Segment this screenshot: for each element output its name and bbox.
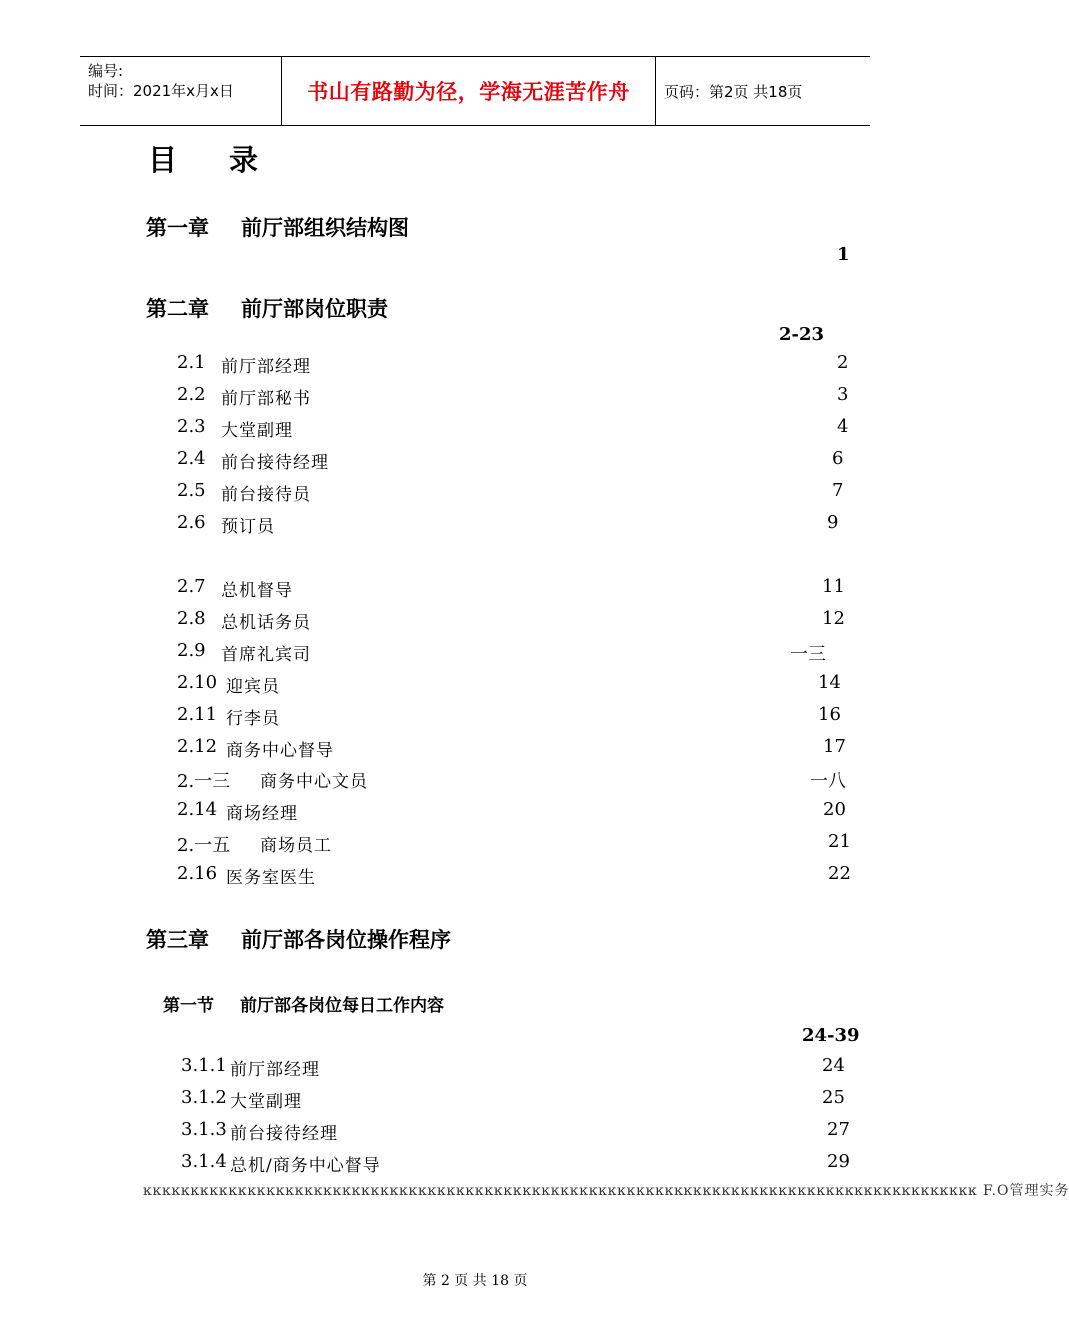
toc-entry-number: 2.14 [177, 799, 218, 820]
toc-entry-number: 2.9 [177, 640, 206, 661]
toc-entry-page: 7 [832, 480, 844, 501]
toc-entry-label: 前台接待员 [221, 485, 311, 505]
toc-entry-page: 17 [823, 736, 846, 757]
chapter-title: 前厅部岗位职责 [241, 297, 388, 321]
toc-entry [0, 512, 950, 538]
section-heading [163, 991, 444, 1016]
toc-entry-number: 3.1.3 [181, 1119, 227, 1140]
toc-entry-label: 商务中心督导 [226, 741, 334, 761]
toc-entry-page: 2 [837, 352, 849, 373]
toc-entry-label: 商场员工 [260, 836, 332, 856]
toc-entry-page: 6 [832, 448, 844, 469]
header-meta [88, 61, 282, 101]
chapter-number: 第三章 [146, 928, 209, 952]
toc-entry [0, 1087, 950, 1113]
toc-title: 目录 [148, 143, 311, 177]
document-number-label: 编号: [88, 62, 124, 80]
chapter-heading [146, 293, 388, 323]
toc-entry-number: 2.10 [177, 672, 218, 693]
toc-entry-page: 一三 [790, 644, 826, 665]
chapter-heading [146, 212, 409, 242]
toc-entry-label: 前厅部经理 [221, 357, 311, 377]
toc-entry [0, 799, 950, 825]
toc-entry-label: 前台接待经理 [221, 453, 329, 473]
toc-entry [0, 448, 950, 474]
toc-entry-page: 14 [818, 672, 841, 693]
chapter-heading [146, 924, 451, 954]
toc-entry [0, 672, 950, 698]
toc-entry-page: 24 [822, 1055, 845, 1076]
toc-entry-page: 4 [837, 416, 849, 437]
toc-entry-number: 2.5 [177, 480, 206, 501]
toc-entry-page: 一八 [810, 771, 846, 792]
dotted-leader-line: ĸĸĸĸĸĸĸĸĸĸĸĸĸĸĸĸĸĸĸĸĸĸĸĸĸĸĸĸĸĸĸĸĸĸĸĸĸĸĸĸĸĸĸĸĸĸĸĸĸĸĸĸĸĸĸĸĸĸĸĸĸĸĸĸĸĸĸĸĸĸĸĸĸĸĸĸĸĸĸĸĸĸĸĸĸĸĸĸ F.O管理实务 [143, 1183, 1069, 1199]
toc-entry-page: 16 [818, 704, 841, 725]
toc-entry-number: 2.8 [177, 608, 206, 629]
chapter-page: 1 [837, 244, 850, 265]
toc-entry-number: 3.1.4 [181, 1151, 227, 1172]
toc-entry-label: 行李员 [226, 709, 280, 729]
toc-entry-label: 大堂副理 [221, 421, 293, 441]
toc-entry [0, 831, 950, 857]
toc-entry [0, 1151, 950, 1177]
toc-entry-page: 11 [822, 576, 845, 597]
toc-entry-number: 2.1 [177, 352, 206, 373]
header-page-info: 页码：第2页 共18页 [664, 82, 803, 101]
toc-entry-page: 12 [822, 608, 845, 629]
toc-entry-page: 21 [828, 831, 851, 852]
toc-entry-label: 大堂副理 [230, 1092, 302, 1112]
toc-entry [0, 736, 950, 762]
toc-entry-page: 25 [822, 1087, 845, 1108]
toc-entry-label: 总机督导 [221, 581, 293, 601]
toc-entry-number: 2.6 [177, 512, 206, 533]
toc-entry-label: 总机/商务中心督导 [230, 1156, 381, 1176]
toc-entry-label: 前台接待经理 [230, 1124, 338, 1144]
section-number: 第一节 [163, 996, 214, 1016]
toc-entry [0, 1055, 950, 1081]
toc-entry-number: 2.11 [177, 704, 218, 725]
toc-entry [0, 1119, 950, 1145]
toc-entry [0, 863, 950, 889]
toc-entry-number: 3.1.2 [181, 1087, 227, 1108]
page-header [80, 56, 870, 126]
toc-entry-label: 总机话务员 [221, 613, 311, 633]
toc-entry-label: 商场经理 [226, 804, 298, 824]
chapter-title: 前厅部各岗位操作程序 [241, 928, 451, 952]
section-title: 前厅部各岗位每日工作内容 [240, 996, 444, 1016]
toc-entry-number: 2.2 [177, 384, 206, 405]
toc-entry-number: 2.一五 [177, 835, 231, 856]
toc-entry [0, 640, 950, 666]
toc-entry-page: 22 [828, 863, 851, 884]
toc-entry [0, 480, 950, 506]
chapter-page-range: 2-23 [779, 324, 825, 345]
toc-entry-label: 首席礼宾司 [221, 645, 311, 665]
toc-entry-label: 预订员 [221, 517, 275, 537]
toc-entry-number: 2.16 [177, 863, 218, 884]
toc-entry-number: 2.4 [177, 448, 206, 469]
toc-entry-label: 商务中心文员 [260, 772, 368, 792]
chapter-title: 前厅部组织结构图 [241, 216, 409, 240]
toc-entry-label: 迎宾员 [226, 677, 280, 697]
header-motto: 书山有路勤为径，学海无涯苦作舟 [281, 57, 656, 125]
toc-entry-label: 医务室医生 [226, 868, 316, 888]
toc-entry [0, 352, 950, 378]
toc-entry-label: 前厅部秘书 [221, 389, 311, 409]
chapter-number: 第一章 [146, 216, 209, 240]
toc-entry [0, 576, 950, 602]
document-time-label: 时间：2021年x月x日 [88, 82, 234, 100]
toc-entry-page: 9 [827, 512, 839, 533]
toc-entry-page: 27 [827, 1119, 850, 1140]
toc-entry-page: 20 [823, 799, 846, 820]
toc-entry [0, 608, 950, 634]
chapter-number: 第二章 [146, 297, 209, 321]
section-page-range: 24-39 [802, 1025, 860, 1046]
toc-entry [0, 416, 950, 442]
toc-entry [0, 704, 950, 730]
toc-entry-label: 前厅部经理 [230, 1060, 320, 1080]
toc-entry-number: 2.一三 [177, 771, 231, 792]
page-footer: 第 2 页 共 18 页 [422, 1273, 528, 1289]
toc-entry-number: 2.12 [177, 736, 218, 757]
toc-entry [0, 767, 950, 793]
toc-entry-number: 2.7 [177, 576, 206, 597]
toc-entry-page: 29 [827, 1151, 850, 1172]
toc-entry-number: 3.1.1 [181, 1055, 227, 1076]
toc-entry-number: 2.3 [177, 416, 206, 437]
toc-entry [0, 384, 950, 410]
toc-entry-page: 3 [837, 384, 849, 405]
